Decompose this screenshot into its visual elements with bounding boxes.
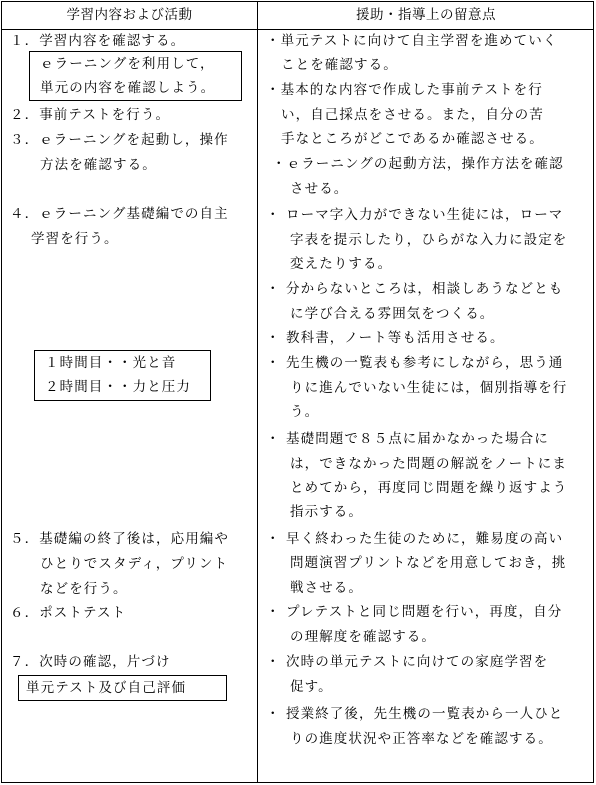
note-8-line1: ・ 基礎問題で８５点に届かなかった場合に (266, 431, 549, 447)
note-2-line2: い，自己採点をさせる。また，自分の苦 (281, 107, 544, 123)
note-12-line2: りの進度状況や正答率などを確認する。 (290, 731, 553, 747)
activity-3-line1: ３．ｅラーニングを起動し，操作 (10, 132, 229, 148)
box-unit-test: 単元テスト及び自己評価 (18, 675, 227, 701)
note-4-line2: 字表を提示したり，ひらがな入力に設定を (290, 232, 568, 248)
note-11-line2: 促す。 (290, 679, 333, 695)
note-3-line2: させる。 (290, 181, 349, 197)
note-5-line2: に学び合える雰囲気をつくる。 (290, 306, 495, 322)
note-4-line1: ・ ローマ字入力ができない生徒には，ローマ (266, 207, 564, 223)
activity-4-line1: ４．ｅラーニング基礎編での自主 (10, 206, 229, 222)
note-2-line3: 手なところがどこであるか確認させる。 (281, 131, 544, 147)
note-7-line3: う。 (290, 404, 320, 420)
header-guidance-notes: 援助・指導上の留意点 (356, 7, 496, 23)
activity-5-line1: ５．基礎編の終了後は，応用編や (10, 531, 229, 547)
note-2-line1: ・基本的な内容で作成した事前テストを行 (266, 82, 543, 98)
note-1-line2: ことを確認する。 (281, 57, 398, 73)
note-8-line3: とめてから，再度同じ問題を繰り返すよう (290, 480, 568, 496)
header-activities: 学習内容および活動 (66, 7, 193, 23)
activity-7: ７．次時の確認，片づけ (10, 654, 171, 670)
note-7-line2: りに進んでいない生徒には，個別指導を行 (290, 380, 568, 396)
note-9-line2: 問題演習プリントなどを用意しておき，挑 (290, 555, 567, 571)
box-line: 単元の内容を確認しよう。 (40, 80, 216, 96)
note-9-line3: 戦させる。 (290, 580, 363, 596)
box-elearning-goal (29, 51, 242, 101)
note-7-line1: ・ 先生機の一覧表も参考にしながら，思う通 (266, 355, 564, 371)
note-5-line1: ・ 分からないところは，相談しあうなどとも (266, 281, 564, 297)
activity-1: １．学習内容を確認する。 (10, 33, 186, 49)
activity-3-line2: 方法を確認する。 (40, 157, 157, 173)
note-1-line1: ・単元テストに向けて自主学習を進めていく (266, 33, 558, 49)
note-8-line2: は，できなかった問題の解説をノートにま (290, 456, 567, 472)
note-9-line1: ・ 早く終わった生徒のために，難易度の高い (266, 531, 564, 547)
column-divider (257, 1, 258, 783)
activity-5-line3: などを行う。 (40, 581, 128, 597)
note-10-line2: の理解度を確認する。 (290, 629, 436, 645)
activity-2: ２．事前テストを行う。 (10, 107, 171, 123)
note-11-line1: ・ 次時の単元テストに向けての家庭学習を (266, 654, 549, 670)
activity-6: ６．ポストテスト (10, 605, 127, 621)
box-lesson-topics (34, 350, 211, 401)
note-10-line1: ・ プレテストと同じ問題を行い，再度，自分 (266, 604, 563, 620)
activity-5-line2: ひとりでスタディ，プリント (40, 556, 229, 572)
note-6: ・ 教科書，ノート等も活用させる。 (266, 330, 505, 346)
box-line: ｅラーニングを利用して， (40, 56, 215, 72)
note-12-line1: ・ 授業終了後，先生機の一覧表から一人ひと (266, 706, 564, 722)
activity-4-line2: 学習を行う。 (31, 231, 119, 247)
note-3-line1: ・ｅラーニングの起動方法，操作方法を確認 (272, 156, 564, 172)
box-line: ２時間目・・力と圧力 (45, 379, 191, 395)
box-line: １時間目・・光と音 (45, 355, 177, 371)
note-4-line3: 変えたりする。 (290, 256, 393, 272)
note-8-line4: 指示する。 (290, 504, 363, 520)
